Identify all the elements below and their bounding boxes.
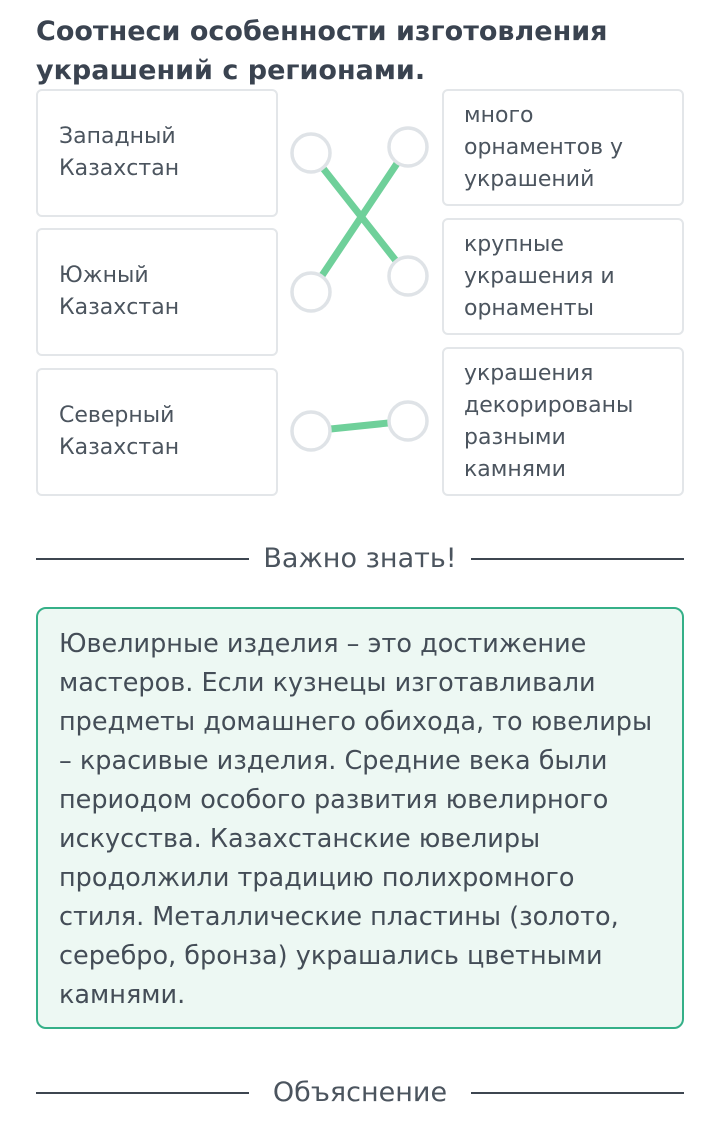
left-item-label: Северный Казахстан — [59, 403, 180, 460]
divider-line — [36, 1092, 249, 1094]
right-item-label: много орнаментов у украшений — [464, 102, 624, 192]
left-connector-dot[interactable] — [292, 412, 330, 450]
important-heading: Важно знать! — [263, 543, 457, 574]
divider-line — [36, 558, 249, 560]
explanation-divider[interactable] — [36, 1073, 684, 1113]
right-connector-dot[interactable] — [389, 128, 427, 166]
task-title: Соотнеси особенности изготовления украшений с регионами. — [36, 16, 608, 86]
important-info-box — [36, 607, 684, 1029]
right-item-label: крупные украшения и орнаменты — [464, 231, 615, 321]
left-connector-dot[interactable] — [292, 273, 330, 311]
right-connector-dot[interactable] — [389, 402, 427, 440]
left-item-label: Южный Казахстан — [59, 263, 180, 320]
divider-line — [471, 558, 684, 560]
connector-layer — [0, 0, 720, 520]
right-item-label: украшения декорированы разными камнями — [464, 360, 634, 482]
left-item-label: Западный Казахстан — [59, 124, 180, 181]
important-text: Ювелирные изделия – это достижение мастеров. Если кузнецы изготавливали предметы домашнего обихода, то ювелиры – красивые изделия. Средние века были периодом особого развития ювелирного искусства. Казахстанские ювелиры продолжили традицию полихромного стиля. Металлические пластины (золото, серебро, бронза) украшались цветными камнями. — [59, 629, 653, 1010]
explanation-heading[interactable]: Объяснение — [272, 1077, 448, 1108]
divider-line — [471, 1092, 684, 1094]
right-connector-dot[interactable] — [389, 257, 427, 295]
important-divider — [36, 539, 684, 579]
left-connector-dot[interactable] — [292, 134, 330, 172]
